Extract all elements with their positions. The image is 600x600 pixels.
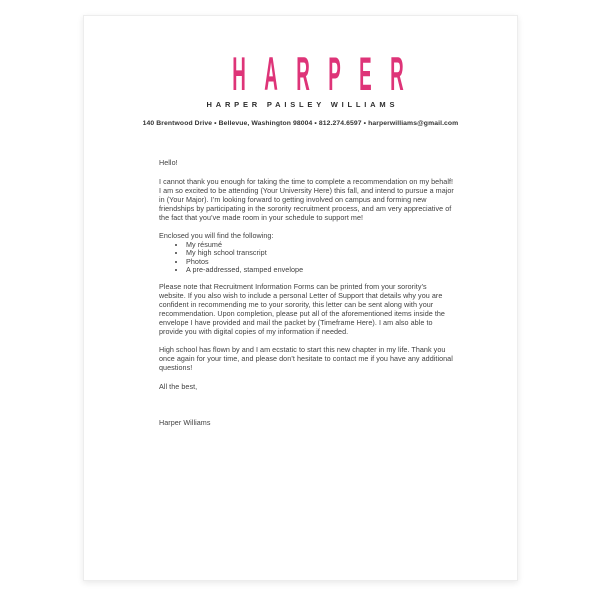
letter-page xyxy=(83,15,518,581)
contact-line: 140 Brentwood Drive • Bellevue, Washington 98004 • 812.274.6597 • harperwilliams@gmail.com xyxy=(142,120,459,127)
closing-paragraph: High school has flown by and I am ecstatic to start this new chapter in my life. Thank you once again for your time, and please don’t hesitate to contact me if you have any additional questions! xyxy=(159,345,453,373)
full-name: HARPER PAISLEY WILLIAMS xyxy=(206,100,399,109)
enclosed-item-envelope: • A pre-addressed, stamped envelope xyxy=(186,266,455,275)
letterhead xyxy=(84,47,517,128)
note-paragraph: Please note that Recruitment Information Forms can be printed from your sorority’s website. If you also wish to include a personal Letter of Support that details why you are confident in recommending me to your sorority, this letter can be sent along with your recommendation. Upon completion, please put all of the aforementioned items inside the envelope I have provided and mail the packet by (Timeframe Here). I am also able to provide you with digital copies of my information if needed. xyxy=(159,281,445,336)
letter-body xyxy=(159,158,455,427)
enclosed-list xyxy=(159,241,455,275)
greeting: Hello! xyxy=(159,158,178,167)
enclosed-item-transcript: • My high school transcript xyxy=(186,249,455,258)
enclosed-intro: Enclosed you will find the following: xyxy=(159,231,274,240)
signoff: All the best, xyxy=(159,381,198,391)
intro-paragraph: I cannot thank you enough for taking the time to complete a recommendation on my behalf! I am so excited to be attending (Your University Here) this fall, and intend to pursue a major in (Your Major). I’m looking forward to getting involved on campus and forming new friendships by participating in the sorority recruitment process, and am very appreciative of the fact that you’ve made room in your schedule to support me! xyxy=(159,176,454,222)
enclosed-item-resume: • My résumé xyxy=(186,241,455,250)
signature: Harper Williams xyxy=(159,417,211,427)
logo-harper: HARPER xyxy=(232,47,423,100)
enclosed-item-photos: • Photos xyxy=(186,258,455,267)
